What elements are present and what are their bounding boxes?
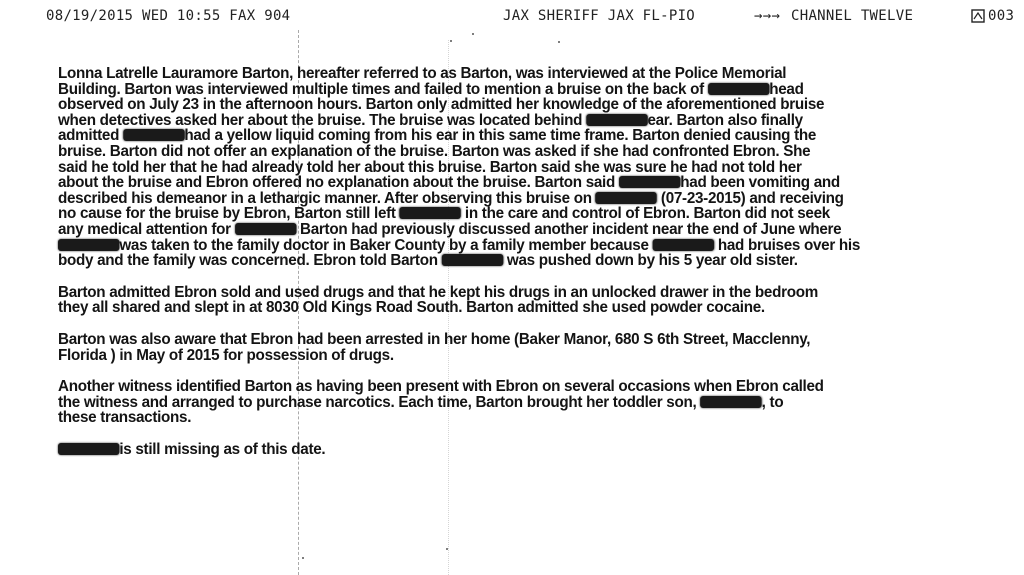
paragraph	[58, 442, 1008, 458]
text-line	[58, 395, 998, 411]
text-line	[58, 144, 998, 160]
text-line	[58, 222, 998, 238]
redaction-block	[708, 83, 769, 95]
text-segment: any medical attention for	[58, 220, 235, 238]
text-segment: was pushed down by his 5 year old sister.	[503, 252, 798, 270]
redaction-block	[586, 114, 647, 126]
text-line	[58, 113, 998, 129]
text-segment: when detectives asked her about the bruise. The bruise was located behind	[58, 111, 587, 129]
text-segment: these transactions.	[58, 409, 192, 427]
text-segment: had bruises over his	[713, 236, 861, 254]
text-segment: no cause for the bruise by Ebron, Barton still left	[58, 205, 400, 223]
paragraph	[58, 285, 1008, 316]
text-line	[58, 348, 998, 364]
text-segment: had a yellow liquid coming from his ear in this same time frame. Barton denied causing the	[184, 127, 817, 145]
text-line	[58, 128, 998, 144]
paragraph	[58, 332, 1008, 363]
text-segment: Barton was also aware that Ebron had been arrested in her home (Baker Manor, 680 S 6th Street, Macclenny,	[58, 330, 811, 348]
scan-speck	[450, 40, 452, 42]
text-line	[58, 66, 998, 82]
text-segment: Another witness identified Barton as having been present with Ebron on several occasions when Ebron called	[58, 378, 824, 396]
text-segment: body and the family was concerned. Ebron told Barton	[58, 252, 442, 270]
fax-arrows: →→→	[754, 8, 781, 24]
text-line	[58, 379, 998, 395]
text-segment: said he told her that he had already told her about this bruise. Barton said she was sure he had not told her	[58, 158, 802, 176]
text-line	[58, 285, 998, 301]
text-line	[58, 442, 998, 458]
text-segment: in the care and control of Ebron. Barton did not seek	[460, 205, 830, 223]
redaction-block	[123, 129, 184, 141]
text-segment: Lonna Latrelle Lauramore Barton, hereafter referred to as Barton, was interviewed at the Police Memorial	[58, 65, 787, 82]
text-segment: about the bruise and Ebron offered no explanation about the bruise. Barton said	[58, 174, 619, 192]
redaction-block	[442, 254, 503, 266]
text-line	[58, 160, 998, 176]
fax-page-number: 003	[988, 8, 1015, 24]
text-segment: the witness and arranged to purchase narcotics. Each time, Barton brought her toddler son,	[58, 393, 701, 411]
text-line	[58, 238, 998, 254]
text-segment: Florida ) in May of 2015 for possession of drugs.	[58, 346, 394, 364]
text-line	[58, 97, 998, 113]
text-line	[58, 82, 998, 98]
fax-recipient: CHANNEL TWELVE	[791, 8, 914, 24]
text-segment: was taken to the family doctor in Baker County by a family member because	[119, 236, 653, 254]
text-line	[58, 410, 998, 426]
text-segment: (07-23-2015) and receiving	[657, 189, 844, 207]
text-segment: Building. Barton was interviewed multiple times and failed to mention a bruise on the back of	[58, 80, 708, 98]
redaction-block	[653, 239, 714, 251]
document-body	[58, 66, 1008, 473]
text-segment: admitted	[58, 127, 124, 145]
fax-date-time: 08/19/2015 WED 10:55 FAX 904	[46, 8, 291, 24]
redaction-block	[700, 396, 761, 408]
paragraph	[58, 379, 1008, 426]
scan-speck	[472, 33, 474, 35]
scan-speck	[446, 548, 448, 550]
text-segment: described his demeanor in a lethargic manner. After observing this bruise on	[58, 189, 596, 207]
scan-speck	[558, 41, 560, 43]
text-line	[58, 175, 998, 191]
fax-page-icon	[971, 9, 985, 23]
text-segment: head	[769, 80, 804, 98]
text-line	[58, 332, 998, 348]
text-line	[58, 300, 998, 316]
text-segment: Barton had previously discussed another incident near the end of June where	[296, 220, 842, 238]
text-segment: observed on July 23 in the afternoon hours. Barton only admitted her knowledge of the aforementioned bruise	[58, 96, 825, 114]
redaction-block	[596, 192, 657, 204]
redaction-block	[619, 176, 680, 188]
text-segment: ear. Barton also finally	[647, 111, 803, 129]
paragraph	[58, 66, 1008, 269]
text-line	[58, 191, 998, 207]
fax-sender: JAX SHERIFF JAX FL-PIO	[503, 8, 696, 24]
text-line	[58, 253, 998, 269]
text-segment: , to	[761, 393, 784, 411]
redaction-block	[235, 223, 296, 235]
text-segment: is still missing as of this date.	[119, 440, 326, 458]
fax-header	[0, 8, 1024, 30]
redaction-block	[400, 207, 461, 219]
text-segment: bruise. Barton did not offer an explanation of the bruise. Barton was asked if she had confronted Ebron. She	[58, 142, 811, 160]
text-segment: Barton admitted Ebron sold and used drugs and that he kept his drugs in an unlocked drawer in the bedroom	[58, 283, 818, 301]
text-line	[58, 206, 998, 222]
text-segment: had been vomiting and	[680, 174, 840, 192]
text-segment: they all shared and slept in at 8030 Old Kings Road South. Barton admitted she used powder cocaine.	[58, 299, 765, 317]
redaction-block	[58, 239, 119, 251]
redaction-block	[58, 443, 119, 455]
scan-speck	[302, 557, 304, 559]
